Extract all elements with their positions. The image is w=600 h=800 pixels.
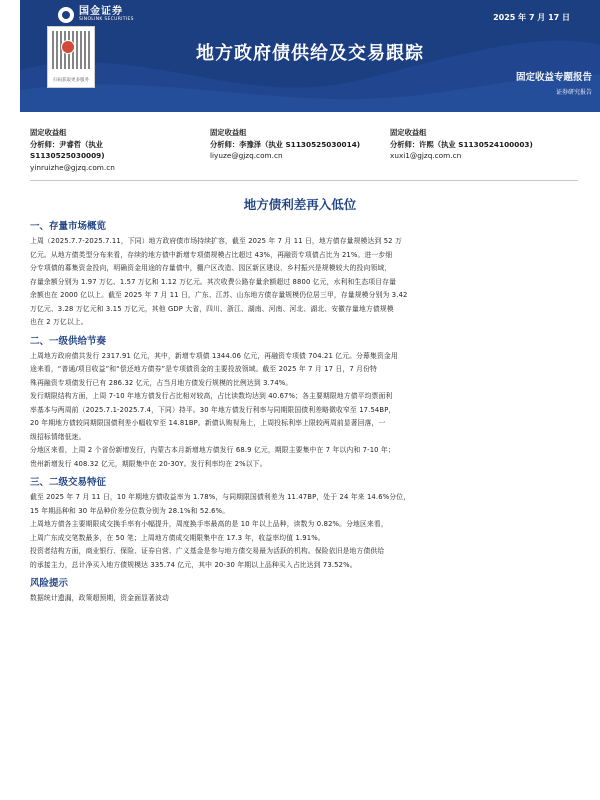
report-subtype: 证券研究报告 <box>555 89 592 96</box>
section-heading: 二、一级供给节奏 <box>30 335 107 347</box>
paragraph <box>30 518 570 545</box>
report-title: 地方政府债供给及交易跟踪 <box>196 43 424 64</box>
analyst-email[interactable]: yinruizhe@gjzq.com.cn <box>30 162 115 172</box>
report-date: 2025 年 7 月 17 日 <box>493 13 570 22</box>
analyst-group: 固定收益组 <box>30 128 67 137</box>
article-title: 地方债利差再入低位 <box>243 197 357 212</box>
section-heading: 三、二级交易特征 <box>30 477 107 488</box>
report-banner <box>20 0 600 112</box>
text-line: 截至 2025 年 7 月 11 日，10 年期地方债收益率为 1.78%，与同期限国债利差为 11.47BP，处于 24 年来 14.6%分位， <box>30 493 411 501</box>
logo-en: SINOLINK SECURITIES <box>79 17 134 22</box>
text-line: 级招标情绪低迷。 <box>30 432 86 441</box>
text-line: 万亿元、3.28 万亿元和 3.15 万亿元，其他 GDP 大省，四川、浙江、湖南、河南、河北、湖北、安徽存量地方债规模 <box>30 304 394 313</box>
analyst-group: 固定收益组 <box>210 128 247 137</box>
section-heading: 风险提示 <box>30 578 69 589</box>
text-line: 贵州新增发行 408.32 亿元，期限集中在 20-30Y。发行利率均在 2%以下。 <box>30 459 267 468</box>
paragraph <box>30 390 570 444</box>
article-body <box>30 220 570 606</box>
text-line: 投资者结构方面，商业银行、保险、证券自营、广义基金是参与地方债交易最为活跃的机构。保险依旧是地方债供给 <box>30 547 385 555</box>
text-line: 20 年期地方债较同期限国债利差小幅收窄至 14.81BP。新债认购视角上，上周投标利率上限较两周前显著回落，一 <box>30 419 386 427</box>
text-line: 数据统计遗漏，政策超预期，资金面显著波动 <box>30 594 169 602</box>
text-line: 上周（2025.7.7-2025.7.11，下同）地方政府债市场持续扩容，截至 2025 年 7 月 11 日，地方债存量规模达到 52 万 <box>30 237 402 245</box>
qr-caption: 扫码获取更多服务 <box>53 78 89 83</box>
header-divider <box>30 180 578 181</box>
text-line: 上周地方政府债共发行 2317.91 亿元，其中，新增专项债 1344.06 亿元，再融资专项债 704.21 亿元。分幕集资金用 <box>30 351 398 360</box>
analyst-card <box>210 127 360 162</box>
analyst-name: 分析师：许熙（执业 S1130524100003) <box>390 139 533 149</box>
text-line: 余额也在 2000 亿以上。截至 2025 年 7 月 11 日，广东、江苏、山东地方债存量规模仍位居三甲，存量规模分别为 3.42 <box>30 291 408 299</box>
qr-code[interactable] <box>47 26 95 88</box>
text-line: 分地区来看，上周 2 个省份新增发行，内蒙古本月新增地方债发行 68.9 亿元，期限主要集中在 7 年以内和 7-10 年； <box>30 446 395 454</box>
analyst-email[interactable]: xuxi1@gjzq.com.cn <box>390 151 462 160</box>
company-logo <box>58 6 134 23</box>
paragraph <box>30 545 570 572</box>
paragraph <box>30 350 570 391</box>
text-line: 上周广东成交笔数最多，在 50 笔；上周地方债成交期限集中在 17.3 年，收益率均值 1.91%。 <box>30 533 325 542</box>
logo-cn: 国金证券 <box>79 6 123 17</box>
analyst-name: 分析师：尹睿哲（执业 <box>30 139 103 149</box>
text-line: 也在 2 万亿以上。 <box>30 318 88 326</box>
analyst-card <box>30 127 115 173</box>
report-type: 固定收益专题报告 <box>515 72 592 83</box>
text-line: 15 年期品种和 30 年品种价差分位数分别为 28.1%和 52.6%。 <box>30 506 230 515</box>
qr-badge-icon <box>61 40 75 54</box>
paragraph <box>30 235 570 330</box>
text-line: 上周地方债各主要期限成交换手率有小幅提升，周度换手率最高的是 10 年以上品种，读数为 0.82%。分地区来看， <box>30 520 388 528</box>
paragraph <box>30 491 570 518</box>
logo-mark-icon <box>58 7 74 23</box>
text-line: 率基本与两周前（2025.7.1-2025.7.4，下同）持平。30 年地方债发行利率与同期限国债利差略微收窄至 17.54BP， <box>30 405 396 414</box>
text-line: 途来看，“普通/项目收益”和“偿还地方债券”是专项债资金的主要投放领域。截至 2025 年 7 月 17 日，7 月份特 <box>30 365 377 373</box>
analyst-email[interactable]: liyuze@gjzq.com.cn <box>210 151 283 160</box>
text-line: 的承接主力，总计净买入地方债规模达 335.74 亿元，其中 20-30 年期以上品种买入占比达到 73.52%。 <box>30 560 357 569</box>
text-line: 发行期限结构方面，上周 7-10 年地方债发行占比相对较高，占比读数均达到 40.67%；各主要期限地方债平均票面利 <box>30 392 393 400</box>
text-line: 亿元。从地方债类型分布来看，存续的地方债中新增专项债规模占比超过 43%，再融资专项债占比为 21%。进一步细 <box>30 250 393 259</box>
text-line: 殊再融资专项债发行已有 286.32 亿元，占当月地方债发行规模的比例达到 3.74%。 <box>30 378 293 387</box>
analyst-card <box>390 127 533 162</box>
text-line: 存量余额分别为 1.97 万亿、1.57 万亿和 1.12 万亿元。其次收费公路存量余额超过 8800 亿元，水利和生态项目存量 <box>30 277 397 286</box>
analyst-license: S1130525030009) <box>30 151 105 160</box>
paragraph <box>30 444 570 471</box>
analyst-group: 固定收益组 <box>390 128 427 137</box>
section-heading: 一、存量市场概览 <box>30 221 107 232</box>
text-line: 分专项债的募集资金投向，明确资金用途的存量债中，棚户区改造、园区新区建设、乡村振兴是规模较大的投向领域， <box>30 264 392 272</box>
paragraph <box>30 592 570 606</box>
analyst-name: 分析师：李豫泽（执业 S1130525030014) <box>210 139 361 149</box>
